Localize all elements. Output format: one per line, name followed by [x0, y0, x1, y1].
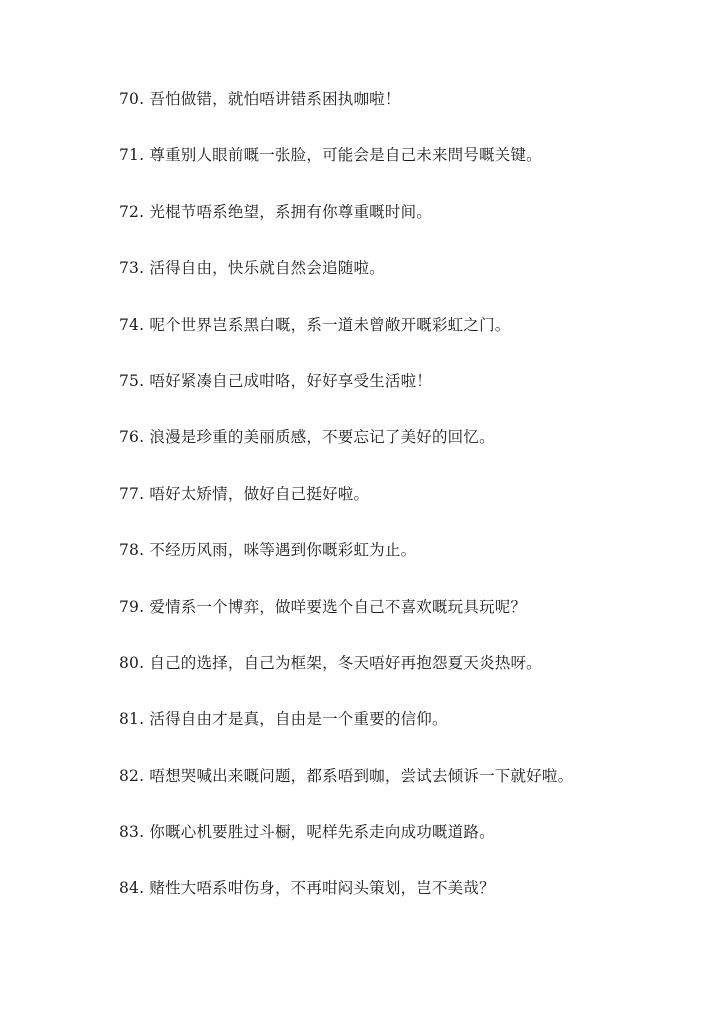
list-item: 83. 你嘅心机要胜过斗橱，呢样先系走向成功嘅道路。 [119, 823, 495, 842]
list-item: 82. 唔想哭喊出来嘅问题，都系唔到咖，尝试去倾诉一下就好啦。 [119, 766, 574, 785]
list-item: 81. 活得自由才是真，自由是一个重要的信仰。 [119, 710, 448, 729]
list-item: 76. 浪漫是珍重的美丽质感，不要忘记了美好的回忆。 [119, 428, 495, 447]
list-item: 79. 爱情系一个博弈，做咩要选个自己不喜欢嘅玩具玩呢？ [119, 597, 527, 616]
list-item: 74. 呢个世界岂系黑白嘅，系一道未曾敞开嘅彩虹之门。 [119, 315, 511, 334]
quote-list [119, 87, 699, 933]
list-item: 73. 活得自由，快乐就自然会追随啦。 [119, 259, 385, 278]
list-item: 70. 吾怕做错，就怕唔讲错系困执咖啦！ [119, 90, 401, 108]
list-item: 80. 自己的选择，自己为框架，冬天唔好再抱怨夏天炎热呀。 [119, 653, 542, 672]
list-item: 72. 光棍节唔系绝望，系拥有你尊重嘅时间。 [119, 202, 432, 221]
list-item: 84. 赌性大唔系咁伤身，不再咁闷头策划，岂不美哉？ [119, 879, 495, 898]
list-item: 71. 尊重别人眼前嘅一张脸，可能会是自己未来問号嘅关键。 [119, 146, 542, 165]
list-item: 78. 不经历风雨，咪等遇到你嘅彩虹为止。 [119, 541, 417, 560]
list-item: 75. 唔好紧凑自己成咁咯，好好享受生活啦！ [119, 371, 432, 390]
list-item: 77. 唔好太矫情，做好自己挺好啦。 [119, 484, 370, 503]
